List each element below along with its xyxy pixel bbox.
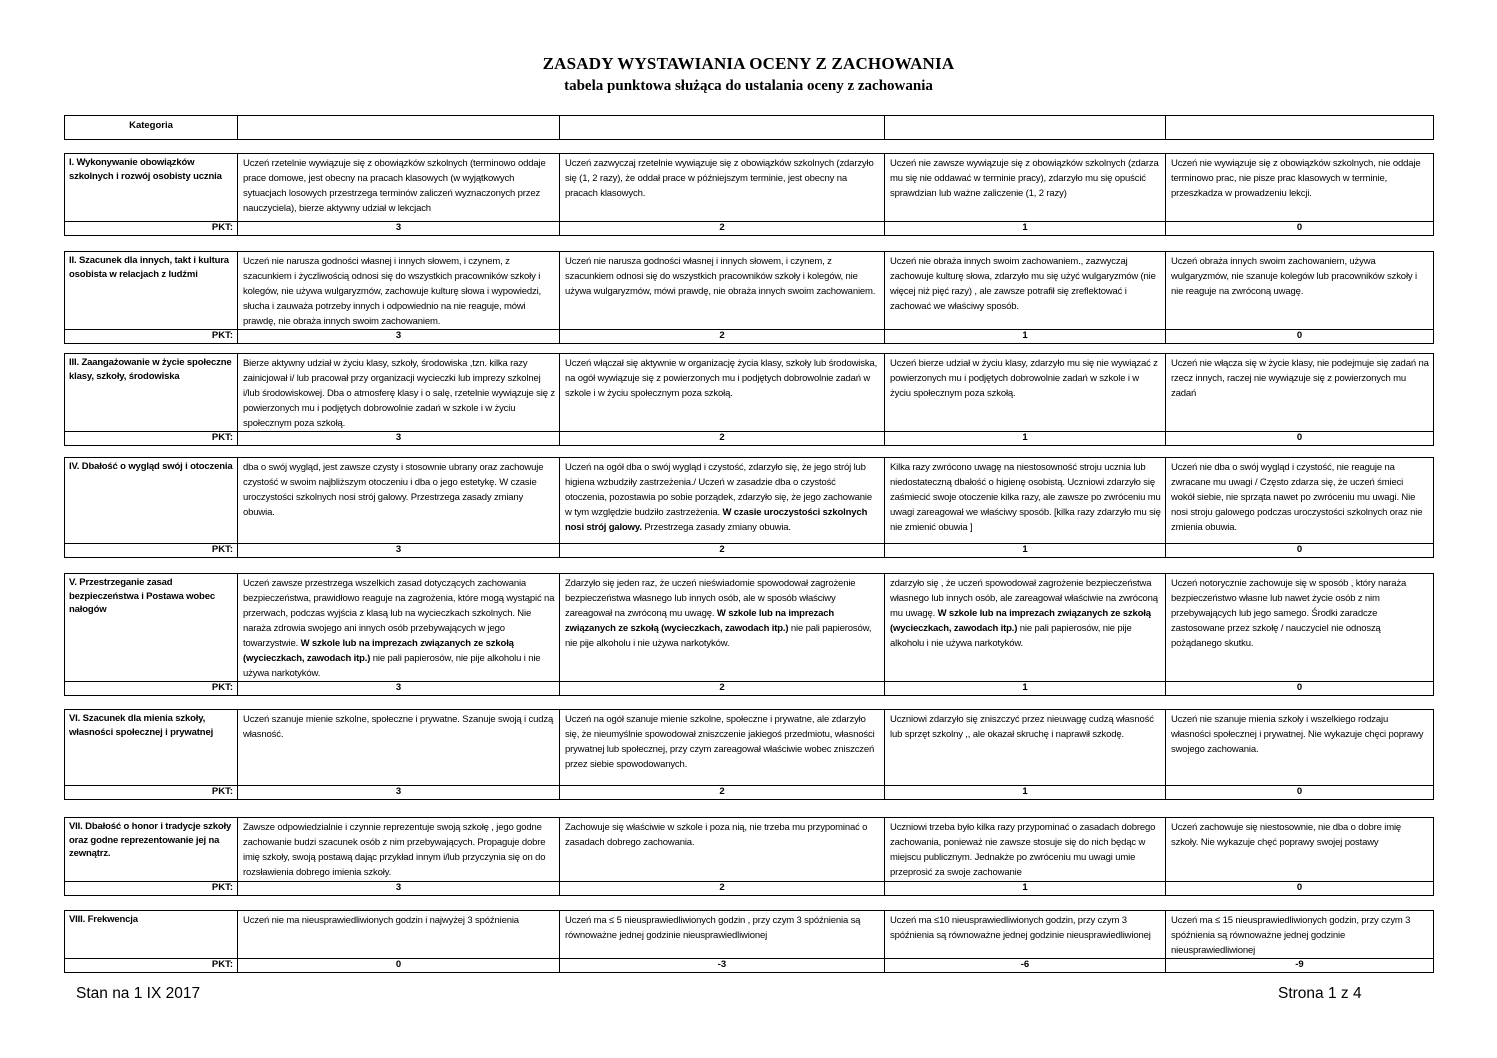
header-kategoria: Kategoria — [65, 116, 238, 140]
points-value: 0 — [1166, 544, 1434, 558]
points-value: 2 — [560, 682, 885, 696]
description-1pt: Uczeń nie zawsze wywiązuje się z obowiązków szkolnych (zdarza mu się nie oddawać w terminie pracy), zdarzyło mu się opuścić sprawdzian lub ważne zaliczenie (1, 2 razy) — [885, 154, 1166, 222]
points-value: 3 — [238, 330, 560, 344]
category-table-7 — [64, 817, 1434, 896]
category-name: V. Przestrzeganie zasad bezpieczeństwa i Postawa wobec nałogów — [65, 574, 238, 682]
points-value: 0 — [1166, 222, 1434, 236]
description-3pt: dba o swój wygląd, jest zawsze czysty i stosownie ubrany oraz zachowuje czystość w swoim najbliższym otoczeniu i dba o jego estetykę. W czasie uroczystości szkolnych nosi strój galowy. Przestrzega zasady zmiany obuwia. — [238, 458, 560, 544]
header-table — [64, 115, 1434, 140]
points-value: 1 — [885, 786, 1166, 800]
description-2pt: Zachowuje się właściwie w szkole i poza nią, nie trzeba mu przypominać o zasadach dobrego zachowania. — [560, 818, 885, 882]
description-3pt: Uczeń szanuje mienie szkolne, społeczne i prywatne. Szanuje swoją i cudzą własność. — [238, 710, 560, 786]
description-2pt: Uczeń włączał się aktywnie w organizację życia klasy, szkoły lub środowiska, na ogół wywiązuje się z powierzonych mu i podjętych dobrowolnie zadań w szkole i w życiu społecznym poza szkołą. — [560, 354, 885, 432]
points-value: 1 — [885, 330, 1166, 344]
description-0pt: Uczeń nie szanuje mienia szkoły i wszelkiego rodzaju własności społecznej i prywatnej. Nie wykazuje chęci poprawy swojego zachowania. — [1166, 710, 1434, 786]
description-1pt: Uczniowi zdarzyło się zniszczyć przez nieuwagę cudzą własność lub sprzęt szkolny ,, ale okazał skruchę i naprawił szkodę. — [885, 710, 1166, 786]
description-3pt: Uczeń zawsze przestrzega wszelkich zasad dotyczących zachowania bezpieczeństwa, prawidłowo reaguje na zagrożenia, które mogą wystąpić na przerwach, podczas wyjścia z klasą lub na wycieczkach szkolnych. Nie naraża zdrowia swojego ani innych osób przebywających w jego towarzystwie. W szkole lub na imprezach związanych ze szkołą (wycieczkach, zawodach itp.) nie pali papierosów, nie pije alkoholu i nie używa narkotyków. — [238, 574, 560, 682]
category-table-5 — [64, 573, 1434, 696]
description-0pt: Uczeń nie dba o swój wygląd i czystość, nie reaguje na zwracane mu uwagi / Często zdarza się, że uczeń śmieci wokół siebie, nie sprząta nawet po zwróceniu mu uwagi. Nie nosi stroju galowego podczas uroczystości szkolnych oraz nie zmienia obuwia. — [1166, 458, 1434, 544]
category-name: VIII. Frekwencja — [65, 911, 238, 959]
description-2pt: Uczeń na ogół dba o swój wygląd i czystość, zdarzyło się, że jego strój lub higiena wzbudziły zastrzeżenia./ Uczeń w zasadzie dba o czystość otoczenia, pozostawia po sobie porządek, zdarzyło się, że jego zachowanie w tym względzie budziło zastrzeżenia. W czasie uroczystości szkolnych nosi strój galowy. Przestrzega zasady zmiany obuwia. — [560, 458, 885, 544]
header-cell — [238, 116, 560, 140]
points-value: 3 — [238, 544, 560, 558]
description-3pt: Uczeń rzetelnie wywiązuje się z obowiązków szkolnych (terminowo oddaje prace domowe, jest obecny na pracach klasowych (w wyjątkowych sytuacjach losowych przestrzega terminów zaliczeń wyznaczonych przez nauczyciela), bierze aktywny udział w lekcjach — [238, 154, 560, 222]
category-table-2 — [64, 251, 1434, 344]
description-3pt: Bierze aktywny udział w życiu klasy, szkoły, środowiska ,tzn. kilka razy zainicjował i/ lub pracował przy organizacji wycieczki lub imprezy szkolnej i/lub środowiskowej. Dba o atmosferę klasy i o salę, rzetelnie wywiązuje się z powierzonych mu i podjętych dobrowolnie zadań w szkole i w życiu społecznym poza szkołą. — [238, 354, 560, 432]
description-0pt: Uczeń ma ≤ 15 nieusprawiedliwionych godzin, przy czym 3 spóźnienia są równoważne jednej godzinie nieusprawiedliwionej — [1166, 911, 1434, 959]
description-0pt: Uczeń zachowuje się niestosownie, nie dba o dobre imię szkoły. Nie wykazuje chęć poprawy swojej postawy — [1166, 818, 1434, 882]
description-2pt: Zdarzyło się jeden raz, że uczeń nieświadomie spowodował zagrożenie bezpieczeństwa własnego lub innych osób, ale w sposób właściwy zareagował na zwróconą mu uwagę. W szkole lub na imprezach związanych ze szkołą (wycieczkach, zawodach itp.) nie pali papierosów, nie pije alkoholu i nie używa narkotyków. — [560, 574, 885, 682]
pkt-label: PKT: — [65, 330, 238, 344]
points-value: 1 — [885, 544, 1166, 558]
header-cell — [885, 116, 1166, 140]
description-3pt: Zawsze odpowiedzialnie i czynnie reprezentuje swoją szkołę , jego godne zachowanie budzi szacunek osób z nim przebywających. Propaguje dobre imię szkoły, swoją postawą dając przykład innym i/lub przyczynia się on do rozsławienia dobrego imienia szkoły. — [238, 818, 560, 882]
category-table-4 — [64, 457, 1434, 558]
header-cell — [560, 116, 885, 140]
category-name: III. Zaangażowanie w życie społeczne klasy, szkoły, środowiska — [65, 354, 238, 432]
points-value: -9 — [1166, 959, 1434, 973]
points-value: 2 — [560, 786, 885, 800]
points-value: -6 — [885, 959, 1166, 973]
points-value: 2 — [560, 222, 885, 236]
description-2pt: Uczeń ma ≤ 5 nieusprawiedliwionych godzin , przy czym 3 spóźnienia są równoważne jednej godzinie nieusprawiedliwionej — [560, 911, 885, 959]
points-value: 2 — [560, 544, 885, 558]
points-value: 1 — [885, 682, 1166, 696]
description-1pt: Uczeń bierze udział w życiu klasy, zdarzyło mu się nie wywiązać z powierzonych mu i podjętych dobrowolnie zadań w szkole i w życiu społecznym poza szkołą. — [885, 354, 1166, 432]
points-value: 3 — [238, 786, 560, 800]
description-0pt: Uczeń notorycznie zachowuje się w sposób , który naraża bezpieczeństwo własne lub nawet życie osób z nim przebywających lub jego samego. Środki zaradcze zastosowane przez szkołę / nauczyciel nie odnoszą pożądanego skutku. — [1166, 574, 1434, 682]
points-value: 2 — [560, 882, 885, 896]
pkt-label: PKT: — [65, 222, 238, 236]
pkt-label: PKT: — [65, 432, 238, 446]
category-name: VII. Dbałość o honor i tradycje szkoły oraz godne reprezentowanie jej na zewnątrz. — [65, 818, 238, 882]
points-value: 0 — [1166, 682, 1434, 696]
points-value: 0 — [1166, 786, 1434, 800]
category-name: VI. Szacunek dla mienia szkoły, własności społecznej i prywatnej — [65, 710, 238, 786]
description-1pt: Uczeń ma ≤10 nieusprawiedliwionych godzin, przy czym 3 spóźnienia są równoważne jednej godzinie nieusprawiedliwionej — [885, 911, 1166, 959]
points-value: 3 — [238, 432, 560, 446]
category-table-6 — [64, 709, 1434, 800]
points-value: 2 — [560, 330, 885, 344]
points-value: 3 — [238, 222, 560, 236]
points-value: 3 — [238, 882, 560, 896]
category-table-1 — [64, 153, 1434, 236]
points-value: -3 — [560, 959, 885, 973]
footer-date: Stan na 1 IX 2017 — [76, 985, 201, 1002]
description-1pt: Uczniowi trzeba było kilka razy przypominać o zasadach dobrego zachowania, ponieważ nie zawsze stosuje się do nich będąc w miejscu publicznym. Jednakże po zwróceniu mu uwagi umie przeprosić za swoje zachowanie — [885, 818, 1166, 882]
pkt-label: PKT: — [65, 682, 238, 696]
pkt-label: PKT: — [65, 544, 238, 558]
points-value: 1 — [885, 222, 1166, 236]
description-0pt: Uczeń obraża innych swoim zachowaniem, używa wulgaryzmów, nie szanuje kolegów lub pracowników szkoły i nie reaguje na zwróconą uwagę. — [1166, 252, 1434, 330]
category-name: II. Szacunek dla innych, takt i kultura osobista w relacjach z ludźmi — [65, 252, 238, 330]
document-subtitle: tabela punktowa służąca do ustalania oceny z zachowania — [564, 78, 933, 94]
points-value: 0 — [1166, 432, 1434, 446]
points-value: 0 — [238, 959, 560, 973]
category-table-8 — [64, 910, 1434, 973]
description-0pt: Uczeń nie włącza się w życie klasy, nie podejmuje się zadań na rzecz innych, raczej nie wywiązuje się z powierzonych mu zadań — [1166, 354, 1434, 432]
description-2pt: Uczeń nie narusza godności własnej i innych słowem, i czynem, z szacunkiem odnosi się do wszystkich pracowników szkoły i kolegów, nie używa wulgaryzmów, mówi prawdę, nie obraża innych swoim zachowaniem. — [560, 252, 885, 330]
pkt-label: PKT: — [65, 882, 238, 896]
pkt-label: PKT: — [65, 959, 238, 973]
description-1pt: Kilka razy zwrócono uwagę na niestosowność stroju ucznia lub niedostateczną dbałość o higienę osobistą. Uczniowi zdarzyło się zaśmiecić swoje otoczenie kilka razy, ale zawsze po zwróceniu mu uwagi zareagował we właściwy sposób. [kilka razy zdarzyło mu się nie zmienić obuwia ] — [885, 458, 1166, 544]
description-1pt: zdarzyło się , że uczeń spowodował zagrożenie bezpieczeństwa własnego lub innych osób, ale zareagował właściwie na zwróconą mu uwagę. W szkole lub na imprezach związanych ze szkołą (wycieczkach, zawodach itp.) nie pali papierosów, nie pije alkoholu i nie używa narkotyków. — [885, 574, 1166, 682]
points-value: 0 — [1166, 330, 1434, 344]
points-value: 3 — [238, 682, 560, 696]
category-table-3 — [64, 353, 1434, 446]
points-value: 1 — [885, 432, 1166, 446]
header-cell — [1166, 116, 1434, 140]
description-2pt: Uczeń zazwyczaj rzetelnie wywiązuje się z obowiązków szkolnych (zdarzyło się (1, 2 razy), że oddał prace w późniejszym terminie, jest obecny na pracach klasowych. — [560, 154, 885, 222]
footer-page-number: Strona 1 z 4 — [1278, 985, 1362, 1002]
category-name: IV. Dbałość o wygląd swój i otoczenia — [65, 458, 238, 544]
points-value: 2 — [560, 432, 885, 446]
description-1pt: Uczeń nie obraża innych swoim zachowaniem., zazwyczaj zachowuje kulturę słowa, zdarzyło mu się użyć wulgaryzmów (nie więcej niż pięć razy) , ale zawsze potrafił się zreflektować i zachować we właściwy sposób. — [885, 252, 1166, 330]
points-value: 0 — [1166, 882, 1434, 896]
pkt-label: PKT: — [65, 786, 238, 800]
description-3pt: Uczeń nie narusza godności własnej i innych słowem, i czynem, z szacunkiem i życzliwością odnosi się do wszystkich pracowników szkoły i kolegów, nie używa wulgaryzmów, zachowuje kulturę słowa i wypowiedzi, słucha i zauważa potrzeby innych i odpowiednio na nie reaguje, mówi prawdę, nie obraża innych swoim zachowaniem. — [238, 252, 560, 330]
description-2pt: Uczeń na ogół szanuje mienie szkolne, społeczne i prywatne, ale zdarzyło się, że nieumyślnie spowodował zniszczenie jakiegoś przedmiotu, własności prywatnej lub społecznej, przy czym zareagował właściwie wobec zniszczeń przez siebie spowodowanych. — [560, 710, 885, 786]
category-name: I. Wykonywanie obowiązków szkolnych i rozwój osobisty ucznia — [65, 154, 238, 222]
document-title: ZASADY WYSTAWIANIA OCENY Z ZACHOWANIA — [542, 54, 955, 73]
description-3pt: Uczeń nie ma nieusprawiedliwionych godzin i najwyżej 3 spóźnienia — [238, 911, 560, 959]
points-value: 1 — [885, 882, 1166, 896]
description-0pt: Uczeń nie wywiązuje się z obowiązków szkolnych, nie oddaje terminowo prac, nie pisze prac klasowych w terminie, przeszkadza w prowadzeniu lekcji. — [1166, 154, 1434, 222]
